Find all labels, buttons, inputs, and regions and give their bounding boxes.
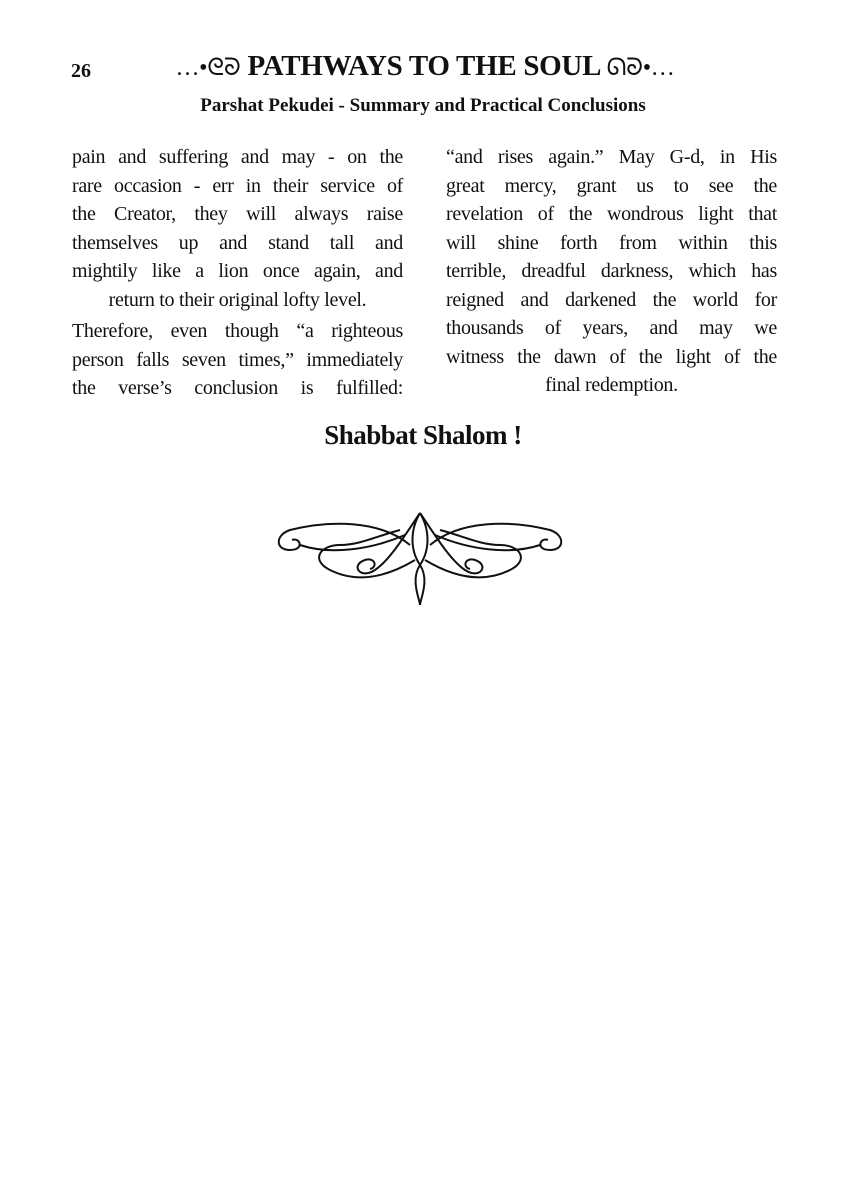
- page-number: 26: [71, 60, 91, 82]
- text-line: mightily like a lion once again, and: [72, 260, 403, 282]
- text-line: the verse’s conclusion is fulfilled:: [72, 377, 403, 399]
- text-line: final redemption.: [545, 374, 678, 396]
- text-line: revelation of the wondrous light that: [446, 203, 777, 225]
- left-column: [72, 143, 403, 403]
- text-line: will shine forth from within this: [446, 231, 777, 254]
- closing-greeting: Shabbat Shalom !: [324, 420, 522, 450]
- chapter-subtitle: Parshat Pekudei - Summary and Practical Conclusions: [200, 95, 646, 116]
- text-line: witness the dawn of the light of the: [446, 345, 777, 368]
- text-line: pain and suffering and may - on the: [72, 146, 403, 168]
- text-line: the Creator, they will always raise: [72, 203, 403, 225]
- book-title: PATHWAYS TO THE SOUL: [247, 50, 600, 82]
- text-line: great mercy, grant us to see the: [446, 174, 777, 197]
- text-line: return to their original lofty level.: [108, 288, 367, 311]
- ornament-right-icon: ᘏᘐ•…: [606, 55, 675, 81]
- decorative-flourish-icon: [270, 505, 570, 610]
- running-header: [130, 50, 720, 83]
- ornament-left-icon: …•ᘓᘐ: [175, 55, 241, 81]
- text-line: rare occasion - err in their service of: [72, 174, 403, 197]
- text-line: “and rises again.” May G-d, in His: [446, 146, 777, 168]
- text-line: reigned and darkened the world for: [446, 288, 777, 311]
- text-line: thousands of years, and may we: [446, 317, 777, 339]
- text-line: Therefore, even though “a righteous: [72, 320, 403, 342]
- text-line: themselves up and stand tall and: [72, 231, 403, 254]
- text-line: person falls seven times,” immediately: [72, 348, 403, 371]
- text-line: terrible, dreadful darkness, which has: [446, 260, 777, 282]
- right-column: [446, 143, 777, 400]
